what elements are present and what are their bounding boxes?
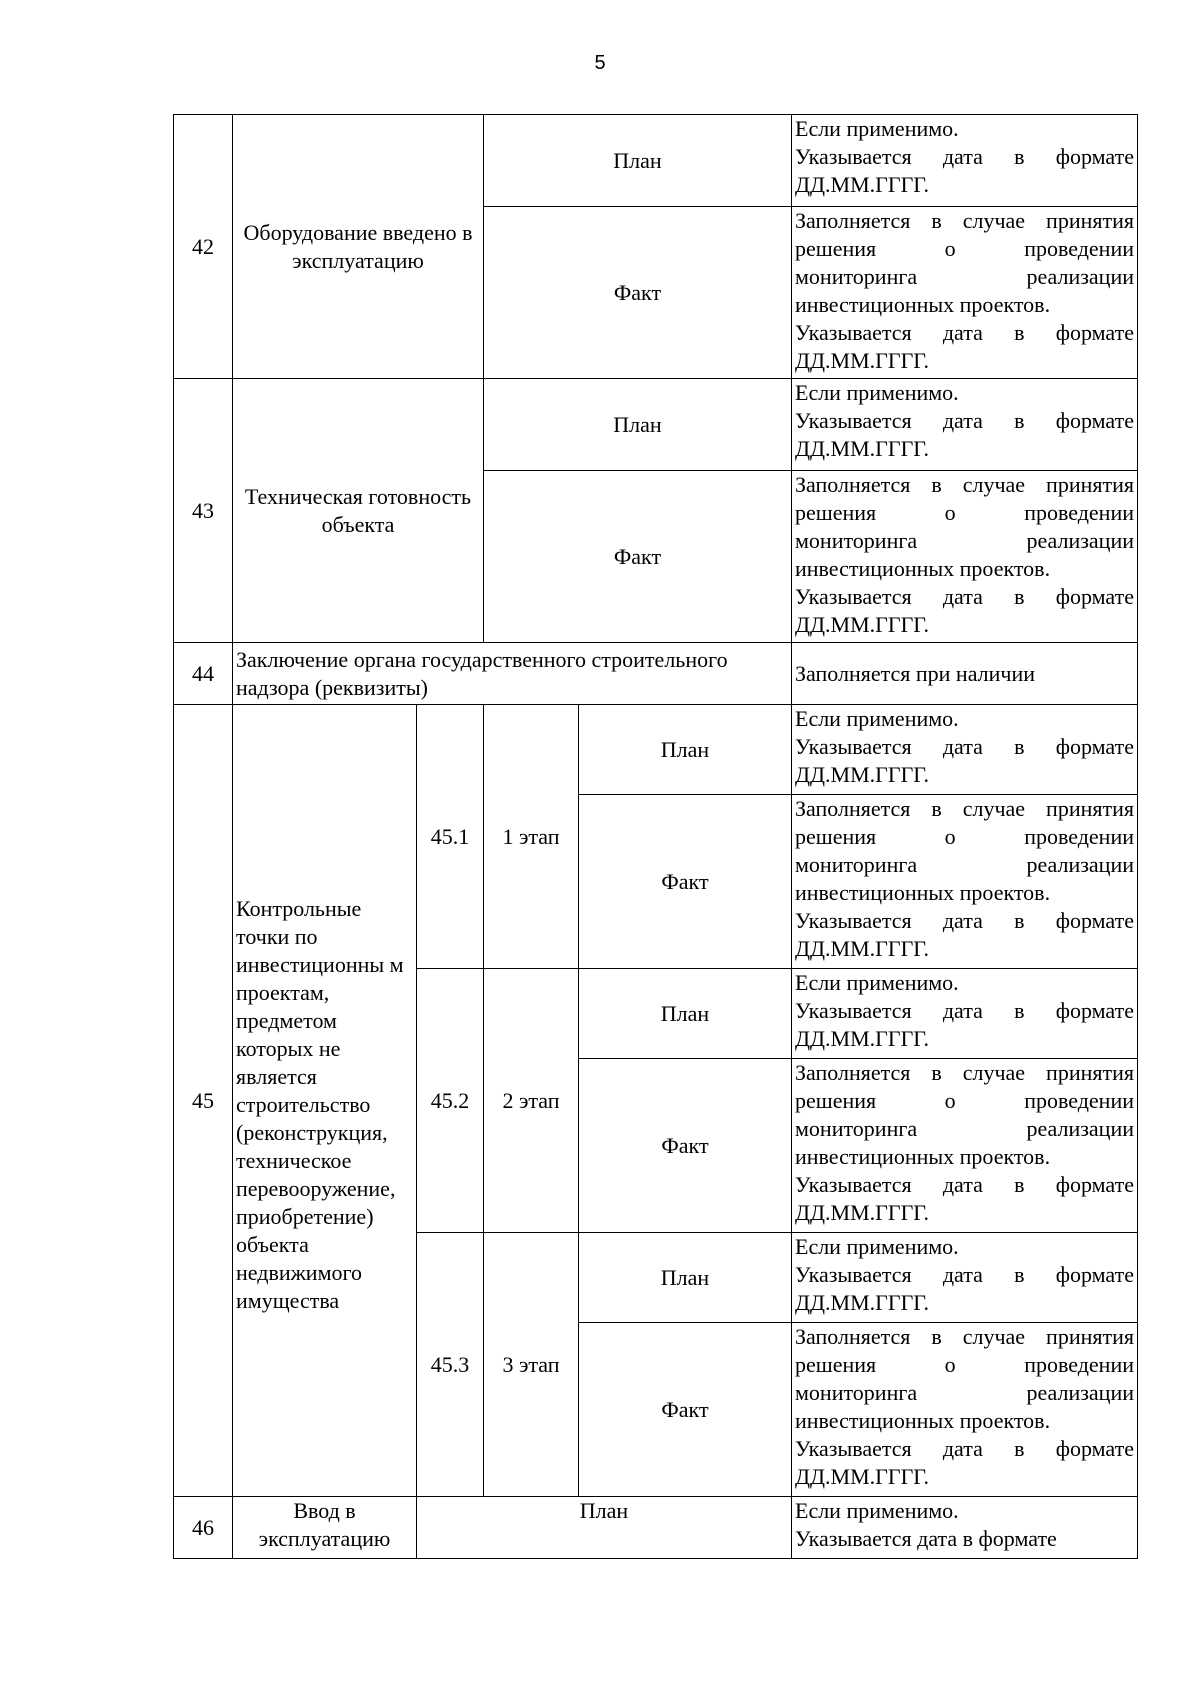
fact-note: Заполняется в случае принятия решения о проведении мониторинга реализации инвестиционных проектов. Указывается дата в формате ДД.ММ.ГГГГ. xyxy=(792,1323,1138,1497)
stage-label: 3 этап xyxy=(484,1233,579,1497)
row-number: 42 xyxy=(174,115,233,379)
fact-label: Факт xyxy=(579,795,792,969)
stage-label: 1 этап xyxy=(484,705,579,969)
fact-note: Заполняется в случае принятия решения о проведении мониторинга реализации инвестиционных проектов. Указывается дата в формате ДД.ММ.ГГГГ. xyxy=(792,207,1138,379)
plan-label: План xyxy=(579,1233,792,1323)
plan-label: План xyxy=(484,115,792,207)
row-note: Заполняется при наличии xyxy=(792,643,1138,705)
table-row-42 xyxy=(174,115,1138,207)
plan-note: Если применимо. Указывается дата в формате ДД.ММ.ГГГГ. xyxy=(792,115,1138,207)
page-number: 5 xyxy=(594,52,606,74)
fact-note: Заполняется в случае принятия решения о проведении мониторинга реализации инвестиционных проектов. Указывается дата в формате ДД.ММ.ГГГГ. xyxy=(792,795,1138,969)
plan-note: Если применимо. Указывается дата в формате ДД.ММ.ГГГГ. xyxy=(792,379,1138,471)
row-name: Техническая готовность объекта xyxy=(233,379,484,643)
plan-note: Если применимо. Указывается дата в формате ДД.ММ.ГГГГ. xyxy=(792,969,1138,1059)
row-number: 46 xyxy=(174,1497,233,1559)
subrow-number: 45.2 xyxy=(417,969,484,1233)
table-row-45-1-plan xyxy=(174,705,1138,795)
row-name: Заключение органа государственного строительного надзора (реквизиты) xyxy=(233,643,792,705)
table-row-46 xyxy=(174,1497,1138,1559)
plan-label: План xyxy=(417,1497,792,1559)
row-name: Ввод в эксплуатацию xyxy=(233,1497,417,1559)
plan-note: Если применимо. Указывается дата в формате xyxy=(792,1497,1138,1559)
fact-label: Факт xyxy=(579,1323,792,1497)
fact-note: Заполняется в случае принятия решения о проведении мониторинга реализации инвестиционных проектов. Указывается дата в формате ДД.ММ.ГГГГ. xyxy=(792,1059,1138,1233)
fact-label: Факт xyxy=(484,207,792,379)
requirements-table xyxy=(173,114,1138,1559)
table-row-44 xyxy=(174,643,1138,705)
row-name: Оборудование введено в эксплуатацию xyxy=(233,115,484,379)
row-name: Контрольные точки по инвестиционны м проектам, предметом которых не является строительство (реконструкция, техническое перевооружение, приобретение) объекта недвижимого имущества xyxy=(233,705,417,1497)
table-row-43 xyxy=(174,379,1138,471)
plan-label: План xyxy=(579,705,792,795)
subrow-number: 45.3 xyxy=(417,1233,484,1497)
plan-note: Если применимо. Указывается дата в формате ДД.ММ.ГГГГ. xyxy=(792,705,1138,795)
fact-note: Заполняется в случае принятия решения о проведении мониторинга реализации инвестиционных проектов. Указывается дата в формате ДД.ММ.ГГГГ. xyxy=(792,471,1138,643)
fact-label: Факт xyxy=(484,471,792,643)
stage-label: 2 этап xyxy=(484,969,579,1233)
subrow-number: 45.1 xyxy=(417,705,484,969)
plan-label: План xyxy=(484,379,792,471)
fact-label: Факт xyxy=(579,1059,792,1233)
plan-note: Если применимо. Указывается дата в формате ДД.ММ.ГГГГ. xyxy=(792,1233,1138,1323)
row-number: 44 xyxy=(174,643,233,705)
row-number: 43 xyxy=(174,379,233,643)
plan-label: План xyxy=(579,969,792,1059)
row-number: 45 xyxy=(174,705,233,1497)
